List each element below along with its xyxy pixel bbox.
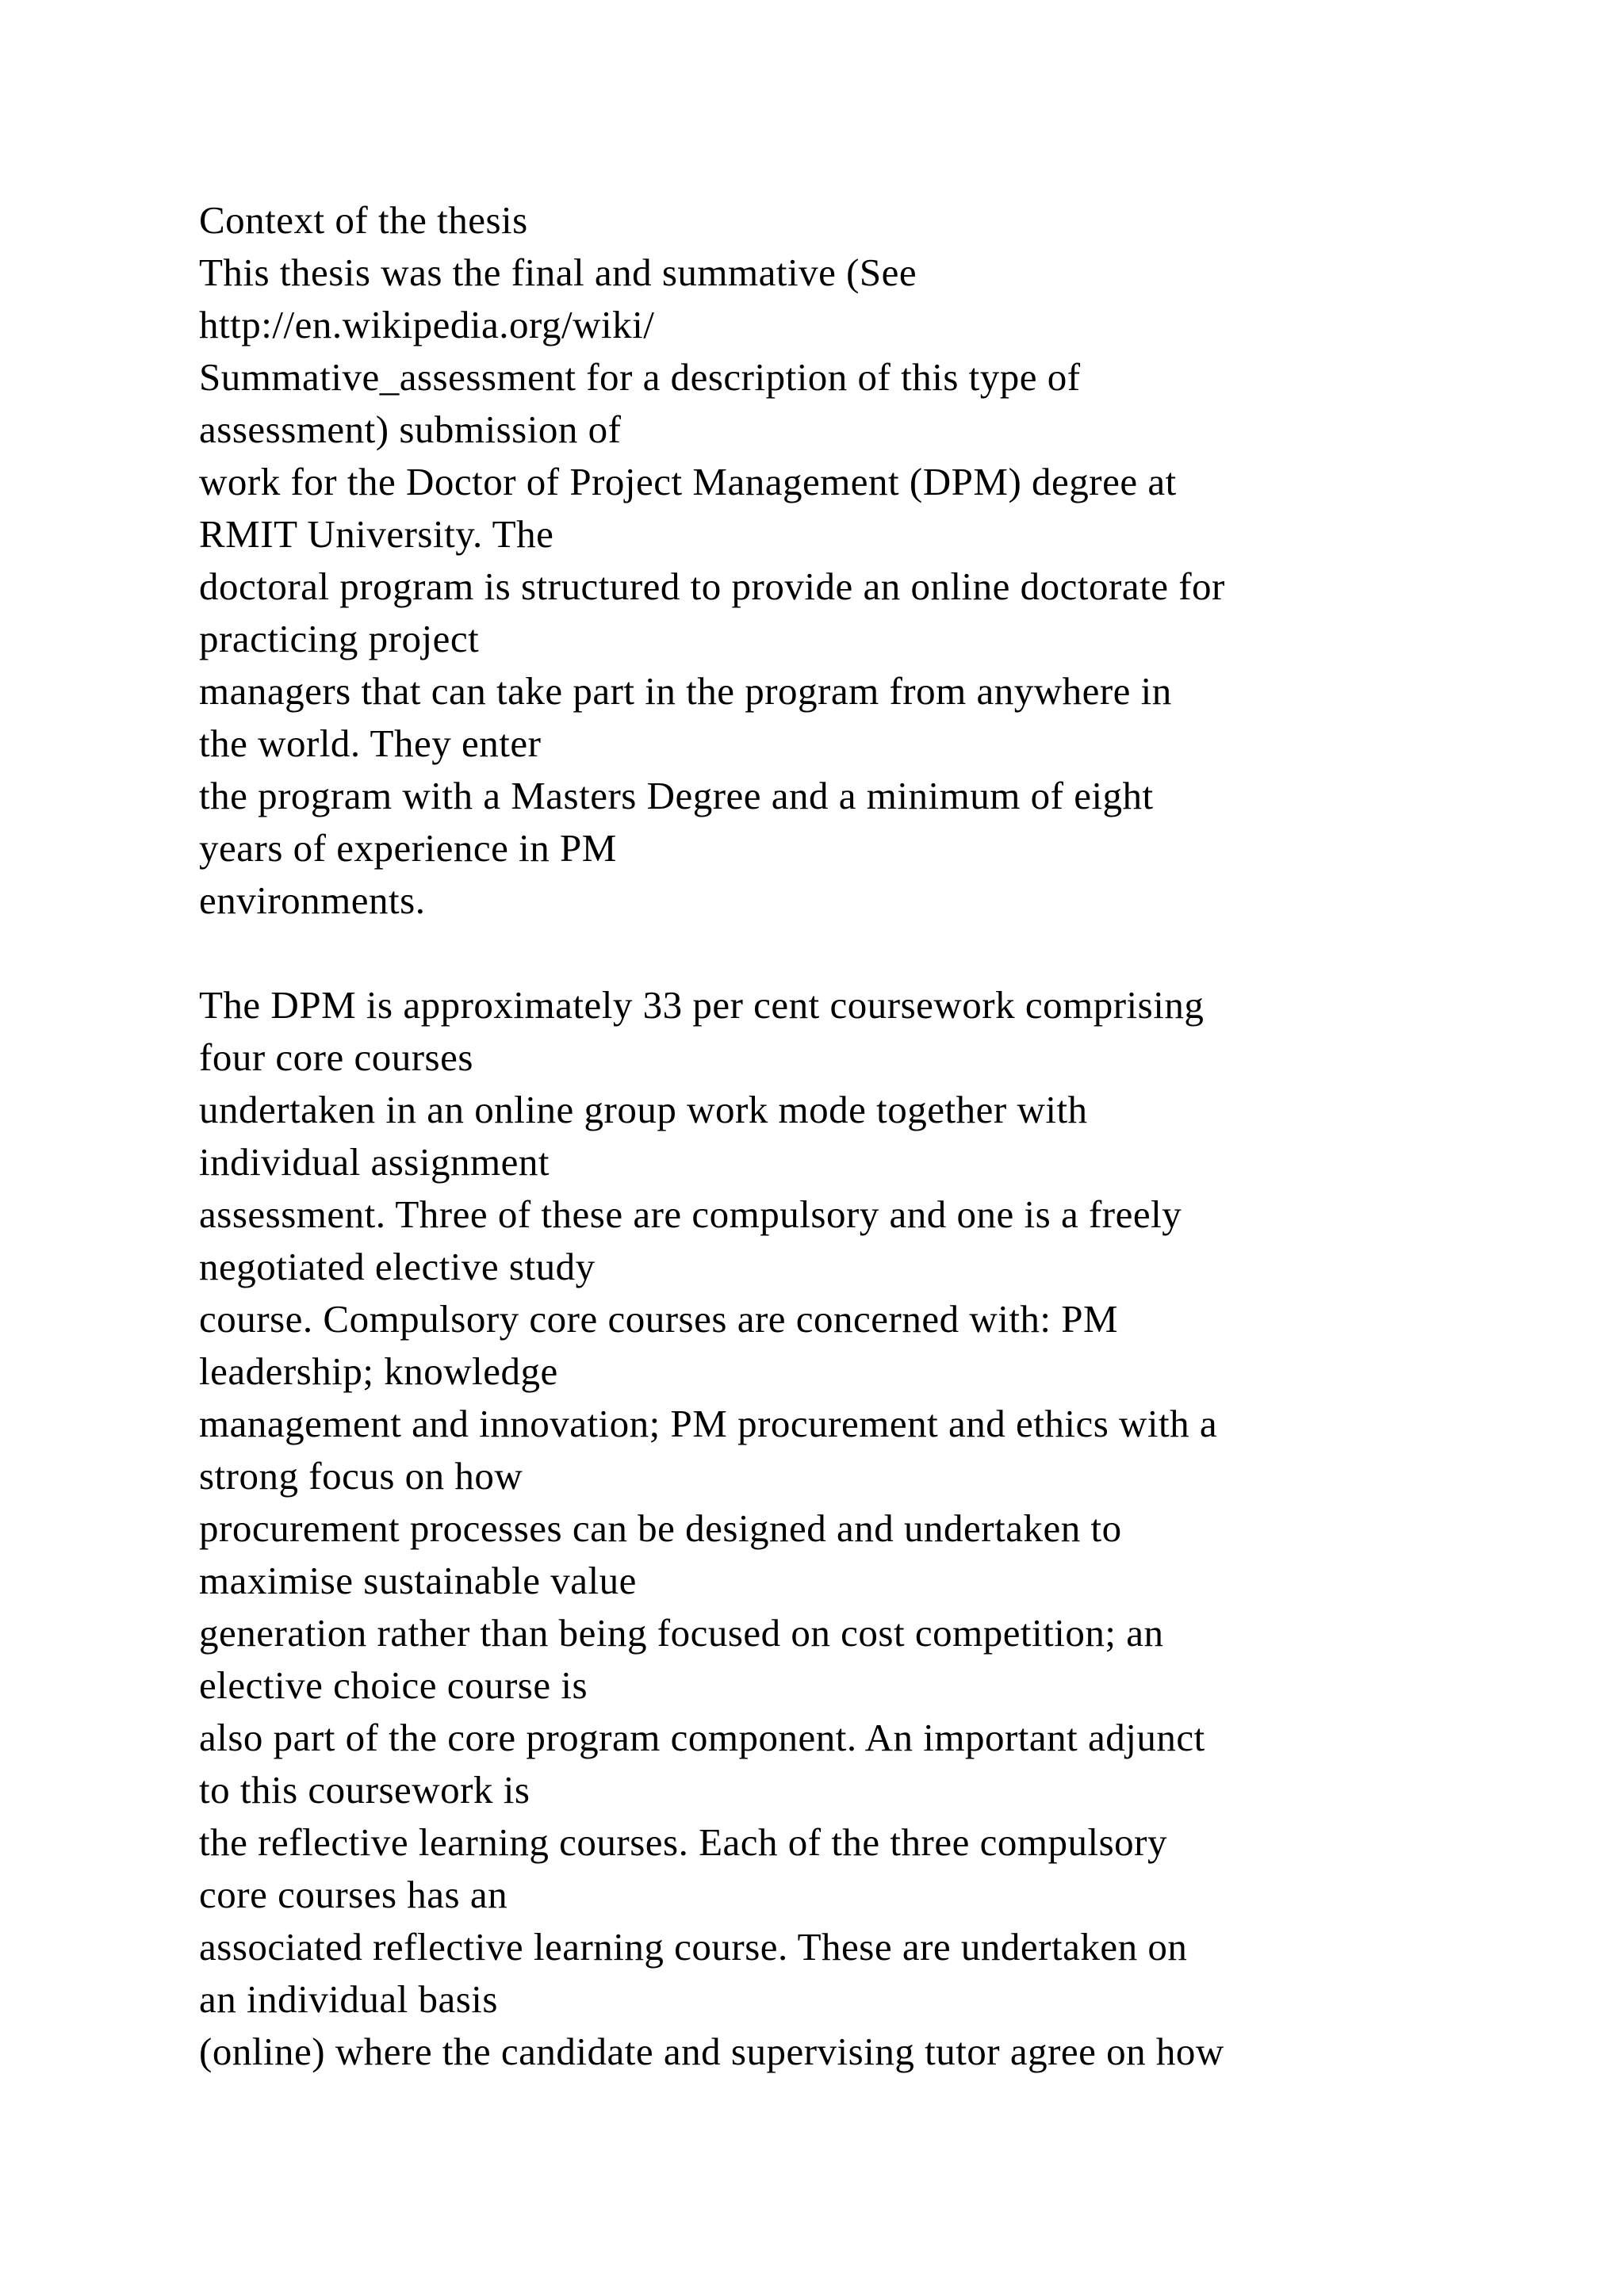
text-line: managers that can take part in the program from anywhere in — [199, 669, 1172, 713]
text-line: RMIT University. The — [199, 512, 554, 556]
text-line: elective choice course is — [199, 1663, 588, 1707]
text-line: years of experience in PM — [199, 826, 617, 870]
document-body — [199, 194, 1611, 2078]
text-line: doctoral program is structured to provide an online doctorate for — [199, 564, 1225, 608]
text-line: an individual basis — [199, 1977, 498, 2021]
text-line: negotiated elective study — [199, 1245, 596, 1288]
text-line: course. Compulsory core courses are concerned with: PM — [199, 1297, 1119, 1341]
paragraph-break — [199, 927, 1611, 979]
text-line: leadership; knowledge — [199, 1349, 558, 1393]
text-line: assessment. Three of these are compulsory and one is a freely — [199, 1192, 1182, 1236]
text-line: http://en.wikipedia.org/wiki/ — [199, 303, 655, 346]
text-line: core courses has an — [199, 1873, 508, 1916]
text-line: individual assignment — [199, 1140, 550, 1184]
text-line: Summative_assessment for a description of this type of — [199, 355, 1081, 399]
text-line: assessment) submission of — [199, 408, 622, 451]
text-line: also part of the core program component. An important adjunct — [199, 1716, 1205, 1759]
text-line: practicing project — [199, 617, 480, 660]
text-line: associated reflective learning course. These are undertaken on — [199, 1925, 1188, 1969]
text-line: The DPM is approximately 33 per cent coursework comprising — [199, 983, 1205, 1027]
text-line: generation rather than being focused on cost competition; an — [199, 1611, 1164, 1655]
text-line: environments. — [199, 878, 426, 922]
text-line: work for the Doctor of Project Management (DPM) degree at — [199, 460, 1177, 503]
text-line: undertaken in an online group work mode together with — [199, 1088, 1088, 1131]
text-line: strong focus on how — [199, 1454, 523, 1498]
text-line: maximise sustainable value — [199, 1559, 637, 1602]
text-line: the world. They enter — [199, 721, 542, 765]
text-line: procurement processes can be designed and undertaken to — [199, 1506, 1122, 1550]
text-line: management and innovation; PM procurement and ethics with a — [199, 1402, 1218, 1445]
text-line: the reflective learning courses. Each of the three compulsory — [199, 1820, 1167, 1864]
text-line: Context of the thesis — [199, 198, 528, 242]
text-line: (online) where the candidate and supervising tutor agree on how — [199, 2030, 1224, 2073]
text-line: to this coursework is — [199, 1768, 530, 1812]
text-line: four core courses — [199, 1035, 473, 1079]
text-line: This thesis was the final and summative (See — [199, 251, 917, 294]
text-line: the program with a Masters Degree and a minimum of eight — [199, 774, 1154, 817]
